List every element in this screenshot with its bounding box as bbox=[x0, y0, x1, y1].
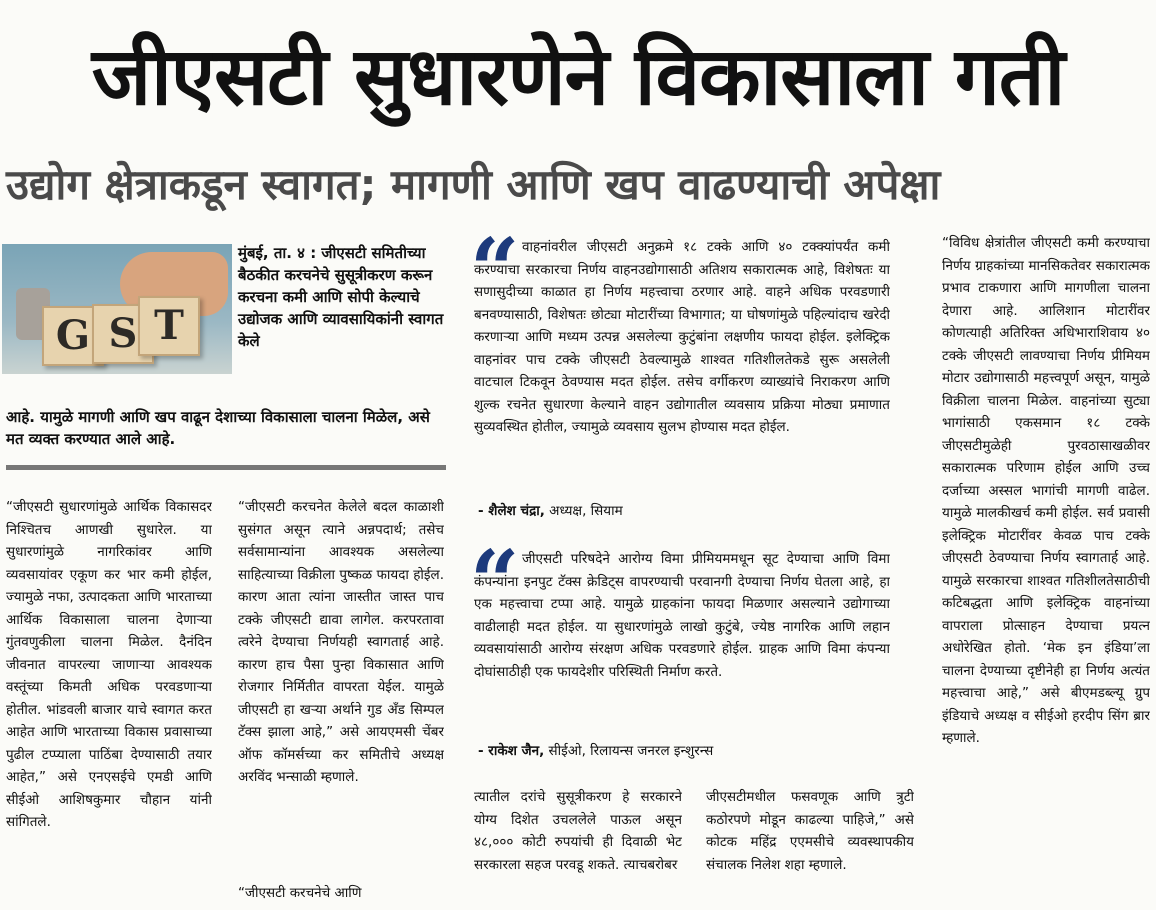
gst-photo bbox=[2, 244, 232, 374]
gst-cube-s: S bbox=[92, 304, 154, 364]
quote-mark-icon: “ bbox=[470, 532, 520, 633]
gst-cube-t: T bbox=[138, 296, 200, 356]
intro-text: मुंबई, ता. ४ : जीएसटी समितीच्या बैठकीत करचनेचे सुसूत्रीकरण करून करचना कमी आणि सोपी केल्याचे उद्योजक आणि व्यावसायिकांनी स्वागत केले bbox=[238, 244, 444, 350]
subheadline: उद्योग क्षेत्राकडून स्वागत; मागणी आणि खप वाढण्याची अपेक्षा bbox=[6, 160, 941, 209]
quote-imc-column: “जीएसटी करचनेत केलेले बदल काळाशी सुसंगत असून त्याने अन्नपदार्थ; तसेच सर्वसामान्यांना आवश्यक असलेल्या साहित्याच्या विक्रीला पुष्कळ फायदा होईल. कारण आता त्यांना जास्तीत जास्त पाच टक्के जीएसटी द्यावा लागेल. करपरतावा त्वरेने देण्याचा निर्णयही स्वागतार्ह आहे. कारण हाच पैसा पुन्हा विकासात आणि रोजगार निर्मितीत वापरता येईल. यामुळे जीएसटी हा खऱ्या अर्थाने गुड अँड सिम्पल टॅक्स झाला आहे,” असे आयएमसी चेंबर ऑफ कॉमर्सच्या कर समितीचे अध्यक्ष अरविंद भन्साळी म्हणाले. bbox=[238, 499, 444, 785]
quote-siam-text: वाहनांवरील जीएसटी अनुक्रमे १८ टक्के आणि ४० टक्क्यांपर्यंत कमी करण्याचा सरकारचा निर्णय वाहनउद्योगासाठी अतिशय सकारात्मक आहे, विशेषतः या सणासुदीच्या काळात हा निर्णय महत्त्वाचा ठरणार आहे. वाहने अधिक परवडणारी बनवण्यासाठी, विशेषतः छोट्या मोटारींच्या विभागात; या घोषणांमुळे पहिल्यांदाच खरेदी करणाऱ्या आणि मध्यम उत्पन्न असलेल्या कुटुंबांना लक्षणीय फायदा होईल. इलेक्ट्रिक वाहनांवर पाच टक्के जीएसटी ठेवल्यामुळे शाश्वत गतिशीलतेकडे सुरू असलेली वाटचाल टिकवून ठेवण्यास मदत होईल. तसेच वर्गीकरण व्याख्यांचे निराकरण आणि शुल्क रचनेत सुधारणा केल्याने वाहन उद्योगातील व्यवसाय प्रक्रिया मोठ्या प्रमाणात सुव्यवस्थित होतील, ज्यामुळे व्यवसाय सुलभ होण्यास मदत होईल. bbox=[474, 239, 890, 435]
author-name: - शैलेश चंद्रा, bbox=[478, 503, 545, 519]
quote-siam-attribution bbox=[478, 500, 623, 522]
quote-kotak-text: जीएसटीमधील फसवणूक आणि त्रुटी कठोरपणे मोडून काढल्या पाहिजे,” असे कोटक महिंद्र एएमसीचे व्यवस्थापकीय संचालक निलेश शहा म्हणाले. bbox=[706, 789, 914, 873]
quote-mark-icon: “ bbox=[470, 220, 520, 321]
column-continued-text: त्यातील दरांचे सुसूत्रीकरण हे सरकारने योग्य दिशेत उचललेले पाऊल असून ४८,००० कोटी रुपयांची ही दिवाळी भेट सरकारला सहज परवडू शकते. त्याचबरोबर bbox=[474, 789, 682, 873]
author-role: अध्यक्ष, सियाम bbox=[544, 503, 623, 519]
headline: जीएसटी सुधारणेने विकासाला गती bbox=[91, 30, 1065, 123]
quote-bmw-column: “विविध क्षेत्रांतील जीएसटी कमी करण्याचा निर्णय ग्राहकांच्या मानसिकतेवर सकारात्मक प्रभाव टाकणारा आणि मागणीला चालना देणारा आहे. आलिशान मोटारींवर कोणत्याही अतिरिक्त अधिभाराशिवाय ४० टक्के जीएसटी लावण्याचा निर्णय प्रीमियम मोटार उद्योगासाठी महत्त्वपूर्ण असून, यामुळे विक्रीला चालना मिळेल. वाहनांच्या सुट्या भागांसाठी एकसमान १८ टक्के जीएसटीमुळेही पुरवठासाखळीवर सकारात्मक परिणाम होईल आणि उच्च दर्जाच्या अस्सल भागांची मागणी वाढेल. यामुळे मालकीखर्च कमी होईल. सर्व प्रवासी इलेक्ट्रिक मोटारींवर केवळ पाच टक्के जीएसटी ठेवण्याचा निर्णय स्वागतार्ह आहे. यामुळे सरकारचा शाश्वत गतिशीलतेसाठीची कटिबद्धता आणि इलेक्ट्रिक वाहनांच्या वापराला प्रोत्साहन देण्याचा प्रयत्न अधोरेखित होतो. ‘मेक इन इंडिया’ला चालना देण्याच्या दृष्टीनेही हा निर्णय अत्यंत महत्त्वाचा आहे,” असे बीएमडब्ल्यू ग्रुप इंडियाचे अध्यक्ष व सीईओ हरदीप सिंग ब्रार म्हणाले. bbox=[942, 235, 1150, 746]
author-role: सीईओ, रिलायन्स जनरल इन्शुरन्स bbox=[544, 743, 714, 759]
author-name: - राकेश जैन, bbox=[478, 743, 545, 759]
quote-reliance-text: जीएसटी परिषदेने आरोग्य विमा प्रीमियममधून सूट देण्याचा आणि विमा कंपन्यांना इनपुट टॅक्स क्रेडिट्स वापरण्याची परवानगी देण्याचा निर्णय घेतला आहे, हा एक महत्त्वाचा टप्पा आहे. यामुळे ग्राहकांना फायदा मिळणार असल्याने उद्योगाच्या वाढीलाही मदत होईल. या सुधारणांमुळे लाखो कुटुंबे, ज्येष्ठ नागरिक आणि लहान व्यवसायांसाठी आरोग्य संरक्षण अधिक परवडणारे होईल. ग्राहक आणि विमा कंपन्या दोघांसाठीही एक फायदेशीर परिस्थिती निर्माण करते. bbox=[474, 551, 890, 680]
quote-nse-column: “जीएसटी सुधारणांमुळे आर्थिक विकासदर निश्चितच आणखी सुधारेल. या सुधारणांमुळे नागरिकांवर आणि व्यवसायांवर एकूण कर भार कमी होईल, ज्यामुळे नफा, उत्पादकता आणि भारताच्या आर्थिक विकासाला चालना देणाऱ्या गुंतवणुकीला चालना मिळेल. दैनंदिन जीवनात वापरल्या जाणाऱ्या आवश्यक वस्तूंच्या किमती अधिक परवडणाऱ्या होतील. भांडवली बाजार याचे स्वागत करत आहेत आणि भारताच्या विकास प्रवासाच्या पुढील टप्प्याला पाठिंबा देण्यासाठी तयार आहेत,” असे एनएसईचे एमडी आणि सीईओ आशिषकुमार चौहान यांनी सांगितले. bbox=[6, 499, 212, 830]
quote-reliance-attribution bbox=[478, 740, 713, 762]
gst-cube-g: G bbox=[42, 306, 104, 366]
column-tail-text: “जीएसटी करचनेचे आणि bbox=[238, 885, 362, 901]
intro-text-continued: आहे. यामुळे मागणी आणि खप वाढून देशाच्या विकासाला चालना मिळेल, असे मत व्यक्त करण्यात आले आहे. bbox=[6, 408, 430, 448]
divider-rule bbox=[6, 465, 446, 470]
